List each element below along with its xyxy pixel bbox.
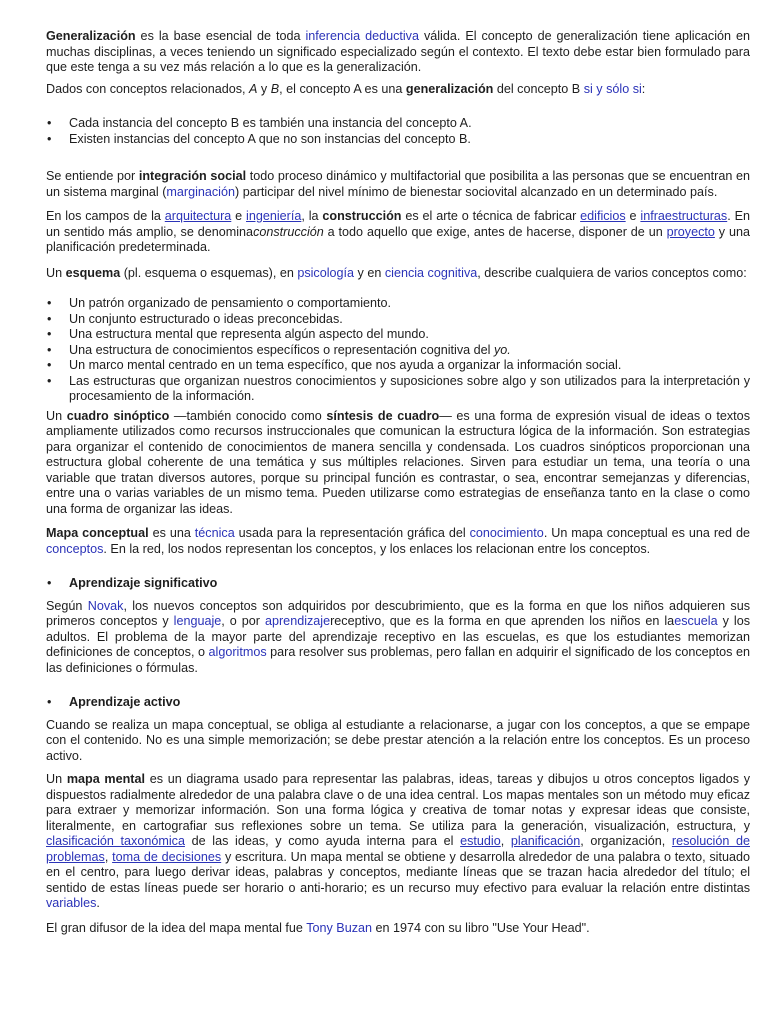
link-ingenieria[interactable]: ingeniería — [246, 209, 302, 223]
link-algoritmos[interactable]: algoritmos — [208, 645, 267, 659]
link-psicologia[interactable]: psicología — [297, 265, 355, 280]
link-si-y-solo-si[interactable]: si y sólo si — [583, 81, 642, 96]
link-infraestructuras[interactable]: infraestructuras — [640, 209, 728, 223]
list-generalizacion — [46, 116, 750, 147]
link-conocimiento[interactable]: conocimiento — [469, 526, 544, 540]
paragraph-generalizacion: Generalización es la base esencial de toda inferencia deductiva válida. El concepto de generalización tiene aplicación en muchas disciplinas, a veces teniendo un significado especializado según el contexto. El texto debe estar bien formulado para que este tenga a su vez más relación a lo que es la generalización. — [46, 29, 750, 74]
term-construccion: construcción — [322, 209, 402, 223]
link-estudio[interactable]: estudio — [460, 834, 501, 848]
list-item: • Cada instancia del concepto B es también una instancia del concepto A. — [46, 116, 750, 132]
heading-aprendizaje-activo: • Aprendizaje activo — [46, 695, 750, 711]
link-arquitectura[interactable]: arquitectura — [164, 209, 232, 223]
list-item: • Una estructura de conocimientos específicos o representación cognitiva del yo. — [46, 343, 750, 359]
link-conceptos[interactable]: conceptos — [46, 541, 104, 556]
link-escuela[interactable]: escuela — [674, 614, 718, 628]
list-item: • Existen instancias del concepto A que no son instancias del concepto B. — [46, 132, 750, 148]
link-tecnica[interactable]: técnica — [194, 526, 235, 540]
paragraph-integracion-social: Se entiende por integración social todo proceso dinámico y multifactorial que posibilita a las personas que se encuentran en un sistema marginal (marginación) participar del nivel mínimo de bienestar sociovital alcanzado en un determinado país. — [46, 169, 750, 199]
paragraph-tony-buzan: El gran difusor de la idea del mapa mental fue Tony Buzan en 1974 con su libro "Use Your Head". — [46, 920, 590, 935]
link-proyecto[interactable]: proyecto — [666, 224, 715, 239]
term-integracion-social: integración social — [138, 169, 247, 183]
heading-aprendizaje-significativo: • Aprendizaje significativo — [46, 576, 750, 592]
link-ciencia-cognitiva[interactable]: ciencia cognitiva — [384, 265, 478, 280]
link-toma-de-decisiones[interactable]: toma de decisiones — [112, 849, 222, 864]
link-variables[interactable]: variables — [46, 896, 97, 910]
link-edificios[interactable]: edificios — [580, 209, 626, 223]
term-generalizacion: Generalización — [46, 29, 136, 43]
list-item: • Las estructuras que organizan nuestros conocimientos y suposiciones sobre algo y son utilizados para la interpretación y procesamiento de la información. — [46, 374, 750, 405]
list-item: • Un patrón organizado de pensamiento o comportamiento. — [46, 296, 750, 312]
list-item: • Un conjunto estructurado o ideas preconcebidas. — [46, 312, 750, 328]
list-item: • Un marco mental centrado en un tema específico, que nos ayuda a organizar la información social. — [46, 358, 750, 374]
link-lenguaje[interactable]: lenguaje — [173, 614, 222, 628]
paragraph-aprendizaje-significativo: Según Novak, los nuevos conceptos son adquiridos por descubrimiento, que es la forma en que los niños adquieren sus primeros conceptos y lenguaje, o por aprendizajereceptivo, que es la forma en que aprenden los niños en laescuela y los adultos. El problema de la mayor parte del aprendizaje receptivo en las escuelas, es que los estudiantes memorizan definiciones de conceptos, o algoritmos para resolver sus problemas, pero fallan en adquirir el significado de los conceptos en las definiciones o fórmulas. — [46, 598, 750, 675]
term-cuadro-sinoptico: cuadro sinóptico — [66, 408, 170, 423]
term-sintesis-de-cuadro: síntesis de cuadro — [326, 408, 440, 423]
paragraph-mapa-mental: Un mapa mental es un diagrama usado para representar las palabras, ideas, tareas y dibujos u otros conceptos ligados y dispuestos radialmente alrededor de una palabra clave o de una idea central. Los mapas mentales son un método muy eficaz para extraer y memorizar información. Son una forma lógica y creativa de tomar notas y expresar ideas que consiste, literalmente, en cartografiar sus reflexiones sobre un tema. Se utiliza para la generación, visualización, estructura, y clasificación taxonómica de las ideas, y como ayuda interna para el estudio, planificación, organización, resolución de problemas, toma de decisiones y escritura. Un mapa mental se obtiene y desarrolla alrededor de una palabra o texto, situado en el centro, para luego derivar ideas, palabras y conceptos, mediante líneas que se trazan hacia alrededor del título; el sentido de estas líneas puede ser horario o anti-horario; es un recurso muy efectivo para evaluar la relación entre distintas variables. — [46, 772, 750, 910]
term-mapa-mental: mapa mental — [66, 772, 146, 786]
link-marginacion[interactable]: marginación — [166, 184, 235, 199]
link-inferencia-deductiva[interactable]: inferencia deductiva — [305, 29, 419, 43]
term-mapa-conceptual: Mapa conceptual — [46, 526, 149, 540]
paragraph-cuadro-sinoptico: Un cuadro sinóptico —también conocido como síntesis de cuadro— es una forma de expresión visual de ideas o textos ampliamente utilizados como recursos instruccionales que comunican la estructura lógica de la información. Son estrategias para organizar el contenido de conocimientos de manera sencilla y condensada. Los cuadros sinópticos proporcionan una estructura global coherente de una temática y sus múltiples relaciones. Sirven para estudiar un tema, una teoría o una variable que tratan diversos autores, porque su principal función es contrastar, o sea, encontrar semejanzas y diferencias, entre una o varias variables de un mismo tema. Pueden utilizarse como estrategias de enseñanza tanto en la clase o como una forma de organizar las ideas. — [46, 408, 750, 516]
paragraph-aprendizaje-activo: Cuando se realiza un mapa conceptual, se obliga al estudiante a relacionarse, a jugar con los conceptos, a que se empape con el contenido. No es una simple memorización; se debe prestar atención a la relación entre los conceptos. Es un proceso activo. — [46, 717, 750, 763]
paragraph-mapa-conceptual: Mapa conceptual es una técnica usada para la representación gráfica del conocimiento. Un mapa conceptual es una red de conceptos. En la red, los nodos representan los conceptos, y los enlaces los relacionan entre los conceptos. — [46, 526, 751, 556]
list-esquema — [46, 296, 750, 405]
link-clasificacion-taxonomica[interactable]: clasificación taxonómica — [46, 834, 185, 848]
paragraph-construccion: En los campos de la arquitectura e ingeniería, la construcción es el arte o técnica de fabricar edificios e infraestructuras. En un sentido más amplio, se denominaconstrucción a todo aquello que exige, antes de hacerse, disponer de un proyecto y una planificación predeterminada. — [46, 209, 751, 254]
link-aprendizaje[interactable]: aprendizaje — [264, 614, 331, 628]
list-item: • Una estructura mental que representa algún aspecto del mundo. — [46, 327, 750, 343]
link-novak[interactable]: Novak — [87, 598, 124, 613]
link-resolucion-de-problemas[interactable]: resolución de problemas — [46, 834, 750, 864]
paragraph-dados-conceptos: Dados con conceptos relacionados, A y B, el concepto A es una generalización del concepto B si y sólo si: — [46, 81, 646, 96]
link-tony-buzan[interactable]: Tony Buzan — [306, 920, 373, 935]
link-planificacion[interactable]: planificación — [510, 834, 581, 848]
paragraph-esquema: Un esquema (pl. esquema o esquemas), en psicología y en ciencia cognitiva, describe cualquiera de varios conceptos como: — [46, 265, 747, 280]
term-esquema: esquema — [65, 265, 121, 280]
